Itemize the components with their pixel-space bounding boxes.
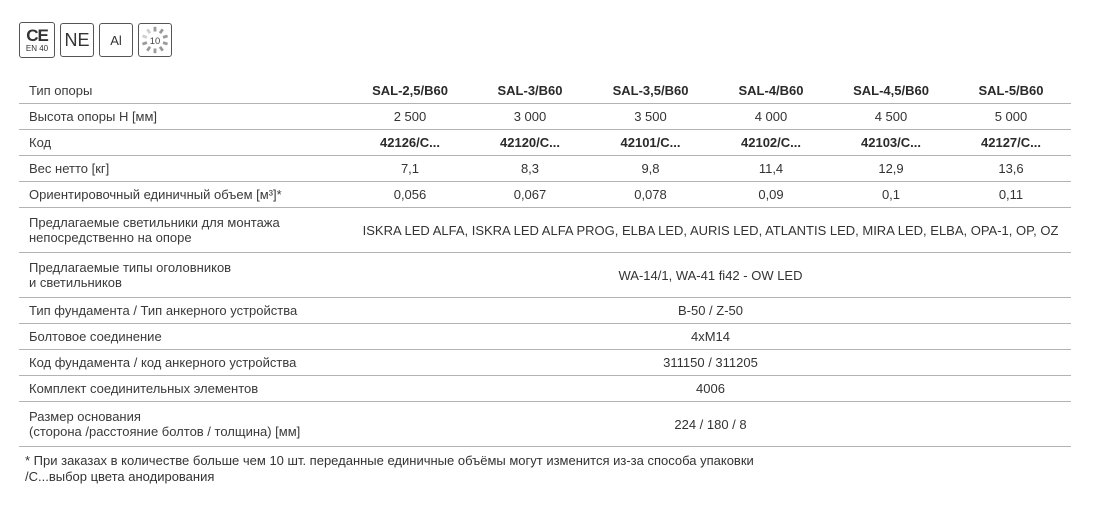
model-cell: SAL-3,5/B60: [590, 78, 711, 104]
luminaires-value: ISKRA LED ALFA, ISKRA LED ALFA PROG, ELBA LED, AURIS LED, ATLANTIS LED, MIRA LED, ELBA, OPA-1, OP, OZ: [350, 208, 1071, 253]
code-cell: 42126/C...: [350, 130, 470, 156]
code-cell: 42127/C...: [951, 130, 1071, 156]
label-line: Предлагаемые типы оголовников: [29, 260, 232, 275]
row-base-size: [19, 402, 1071, 447]
code-cell: 42103/C...: [831, 130, 951, 156]
row-label: [19, 402, 350, 447]
weight-cell: 11,4: [711, 156, 831, 182]
row-label: Тип опоры: [19, 78, 350, 104]
row-label: Ориентировочный единичный объем [м³]*: [19, 182, 350, 208]
volume-cell: 0,11: [951, 182, 1071, 208]
label-line: (сторона /расстояние болтов / толщина) [мм]: [29, 424, 301, 439]
ring-segment: [160, 29, 163, 33]
ne-badge: [60, 23, 94, 57]
row-foundation-code: [19, 350, 1071, 376]
ring-segment: [163, 36, 167, 37]
model-cell: SAL-4/B60: [711, 78, 831, 104]
row-model: [19, 78, 1071, 104]
ring-segment: [147, 29, 150, 33]
weight-cell: 9,8: [590, 156, 711, 182]
label-line: Предлагаемые светильники для монтажа: [29, 215, 280, 230]
ce-en40-badge: [19, 22, 55, 58]
model-cell: SAL-3/B60: [470, 78, 590, 104]
row-kit: [19, 376, 1071, 402]
row-heads: [19, 253, 1071, 298]
weight-cell: 13,6: [951, 156, 1071, 182]
warranty-years: 10: [149, 34, 161, 46]
footnote-color: /С...выбор цвета анодирования: [25, 469, 215, 484]
base-size-value: 224 / 180 / 8: [350, 402, 1071, 447]
height-cell: 3 000: [470, 104, 590, 130]
ring-segment: [142, 43, 146, 44]
height-cell: 3 500: [590, 104, 711, 130]
ce-mark: CE: [26, 26, 48, 45]
ring-segment: [160, 47, 163, 51]
spec-table: [19, 78, 1071, 447]
row-bolt: [19, 324, 1071, 350]
ce-standard: EN 40: [25, 44, 49, 53]
label-line: непосредственно на опоре: [29, 230, 192, 245]
row-height: [19, 104, 1071, 130]
ring-segment: [163, 43, 167, 44]
row-weight: [19, 156, 1071, 182]
foundation-code-value: 311150 / 311205: [350, 350, 1071, 376]
height-cell: 4 000: [711, 104, 831, 130]
code-cell: 42102/C...: [711, 130, 831, 156]
row-label: [19, 253, 350, 298]
label-line: и светильников: [29, 275, 122, 290]
certification-badges: [19, 23, 172, 58]
weight-cell: 8,3: [470, 156, 590, 182]
volume-cell: 0,078: [590, 182, 711, 208]
foundation-type-value: B-50 / Z-50: [350, 298, 1071, 324]
code-cell: 42120/C...: [470, 130, 590, 156]
warranty-badge: [138, 23, 172, 57]
ring-segment: [142, 36, 146, 37]
row-label: [19, 208, 350, 253]
ring-segment: [147, 47, 150, 51]
row-code: [19, 130, 1071, 156]
bolt-value: 4xM14: [350, 324, 1071, 350]
height-cell: 2 500: [350, 104, 470, 130]
row-label: Тип фундамента / Тип анкерного устройства: [19, 298, 350, 324]
model-cell: SAL-4,5/B60: [831, 78, 951, 104]
weight-cell: 7,1: [350, 156, 470, 182]
row-luminaires: [19, 208, 1071, 253]
row-label: Болтовое соединение: [19, 324, 350, 350]
model-cell: SAL-2,5/B60: [350, 78, 470, 104]
height-cell: 4 500: [831, 104, 951, 130]
volume-cell: 0,067: [470, 182, 590, 208]
heads-value: WA-14/1, WA-41 fi42 - OW LED: [350, 253, 1071, 298]
row-foundation-type: [19, 298, 1071, 324]
row-label: Вес нетто [кг]: [19, 156, 350, 182]
row-volume: [19, 182, 1071, 208]
footnotes: [25, 453, 754, 485]
row-label: Код: [19, 130, 350, 156]
warranty-ring-icon: [138, 24, 172, 56]
height-cell: 5 000: [951, 104, 1071, 130]
aluminium-badge: [99, 23, 133, 57]
row-label: Высота опоры H [мм]: [19, 104, 350, 130]
row-label: Комплект соединительных элементов: [19, 376, 350, 402]
weight-cell: 12,9: [831, 156, 951, 182]
ne-label: NE: [64, 30, 90, 50]
label-line: Размер основания: [29, 409, 141, 424]
volume-cell: 0,1: [831, 182, 951, 208]
volume-cell: 0,09: [711, 182, 831, 208]
row-label: Код фундамента / код анкерного устройства: [19, 350, 350, 376]
footnote-volume: * При заказах в количестве больше чем 10 шт. переданные единичные объёмы могут изменится из-за способа упаковки: [25, 453, 754, 468]
model-cell: SAL-5/B60: [951, 78, 1071, 104]
volume-cell: 0,056: [350, 182, 470, 208]
kit-value: 4006: [350, 376, 1071, 402]
code-cell: 42101/C...: [590, 130, 711, 156]
al-label: Al: [110, 32, 122, 48]
